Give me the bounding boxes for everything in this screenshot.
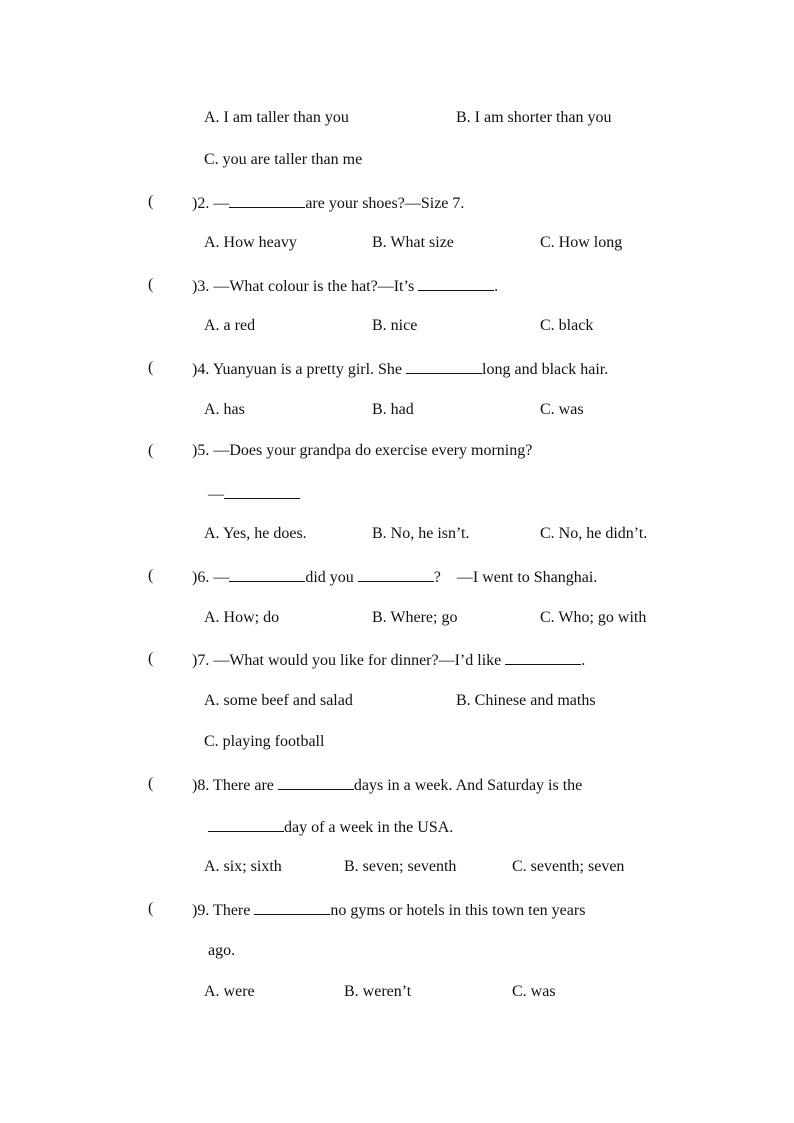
q4-question bbox=[192, 358, 608, 380]
q7-option-a: A. some beef and salad bbox=[204, 692, 353, 709]
q6-option-a: A. How; do bbox=[204, 609, 280, 626]
q8-option-b: B. seven; seventh bbox=[344, 858, 457, 875]
q7-question bbox=[192, 649, 585, 671]
q8-option-a: A. six; sixth bbox=[204, 858, 282, 875]
q6-mid: did you bbox=[305, 569, 358, 586]
q9-text-after-blank: no gyms or hotels in this town ten years bbox=[330, 902, 586, 919]
q3-option-c: C. black bbox=[540, 317, 594, 334]
q8-text: )8. There are bbox=[192, 777, 278, 794]
q9-blank bbox=[254, 899, 330, 915]
q2-option-c: C. How long bbox=[540, 234, 623, 251]
q9-question bbox=[192, 899, 585, 921]
q5-option-c: C. No, he didn’t. bbox=[540, 525, 648, 542]
q7-blank bbox=[505, 649, 581, 665]
q9-option-a: A. were bbox=[204, 983, 255, 1000]
q5-question: )5. —Does your grandpa do exercise every morning? bbox=[192, 442, 533, 459]
q8-question bbox=[192, 774, 582, 796]
q9-question-line-2: ago. bbox=[208, 942, 236, 959]
q2-text-after-blank: are your shoes?—Size 7. bbox=[305, 195, 465, 212]
q6-blank-1 bbox=[229, 566, 305, 582]
q3-end: . bbox=[494, 278, 499, 295]
q6-end: ? —I went to Shanghai. bbox=[433, 569, 598, 586]
q3-text: )3. —What colour is the hat?—It’s bbox=[192, 278, 419, 295]
q4-blank bbox=[406, 358, 482, 374]
q8-question-line-2 bbox=[208, 816, 453, 838]
q5-answer-bracket: ( bbox=[148, 442, 154, 459]
q8-option-c: C. seventh; seven bbox=[512, 858, 625, 875]
q2-blank bbox=[229, 192, 305, 208]
q2-option-a: A. How heavy bbox=[204, 234, 297, 251]
q4-answer-bracket: ( bbox=[148, 359, 154, 376]
q6-blank-2 bbox=[358, 566, 434, 582]
q5-option-a: A. Yes, he does. bbox=[204, 525, 307, 542]
q7-end: . bbox=[581, 652, 586, 669]
q5-option-b: B. No, he isn’t. bbox=[372, 525, 470, 542]
q4-option-c: C. was bbox=[540, 401, 584, 418]
q6-answer-bracket: ( bbox=[148, 567, 154, 584]
q6-option-b: B. Where; go bbox=[372, 609, 458, 626]
q8-blank-2 bbox=[208, 816, 284, 832]
q8-answer-bracket: ( bbox=[148, 775, 154, 792]
q2-number: )2. — bbox=[192, 195, 230, 212]
q3-blank bbox=[418, 275, 494, 291]
q3-option-a: A. a red bbox=[204, 317, 256, 334]
q2-option-b: B. What size bbox=[372, 234, 454, 251]
q8-text-after-blank: days in a week. And Saturday is the bbox=[353, 777, 583, 794]
q1-option-a: A. I am taller than you bbox=[204, 109, 349, 126]
q3-answer-bracket: ( bbox=[148, 276, 154, 293]
q5-answer-dash: — bbox=[208, 486, 224, 503]
q7-text: )7. —What would you like for dinner?—I’d like bbox=[192, 652, 506, 669]
q7-answer-bracket: ( bbox=[148, 650, 154, 667]
q1-option-b: B. I am shorter than you bbox=[456, 109, 612, 126]
q5-answer-line bbox=[208, 483, 300, 505]
q8-line2-text: day of a week in the USA. bbox=[284, 819, 454, 836]
q6-option-c: C. Who; go with bbox=[540, 609, 647, 626]
q9-option-b: B. weren’t bbox=[344, 983, 412, 1000]
q5-blank bbox=[224, 483, 300, 499]
q3-option-b: B. nice bbox=[372, 317, 418, 334]
q6-number: )6. — bbox=[192, 569, 230, 586]
q4-text-after-blank: long and black hair. bbox=[482, 361, 609, 378]
q7-option-c: C. playing football bbox=[204, 733, 325, 750]
q9-text: )9. There bbox=[192, 902, 255, 919]
q4-option-a: A. has bbox=[204, 401, 245, 418]
q4-text: )4. Yuanyuan is a pretty girl. She bbox=[192, 361, 407, 378]
q7-option-b: B. Chinese and maths bbox=[456, 692, 596, 709]
q2-question bbox=[192, 192, 464, 214]
q4-option-b: B. had bbox=[372, 401, 414, 418]
q3-question bbox=[192, 275, 498, 297]
q9-option-c: C. was bbox=[512, 983, 556, 1000]
q8-blank-1 bbox=[278, 774, 354, 790]
q6-question bbox=[192, 566, 597, 588]
q2-answer-bracket: ( bbox=[148, 193, 154, 210]
q9-answer-bracket: ( bbox=[148, 900, 154, 917]
q1-option-c: C. you are taller than me bbox=[204, 151, 363, 168]
